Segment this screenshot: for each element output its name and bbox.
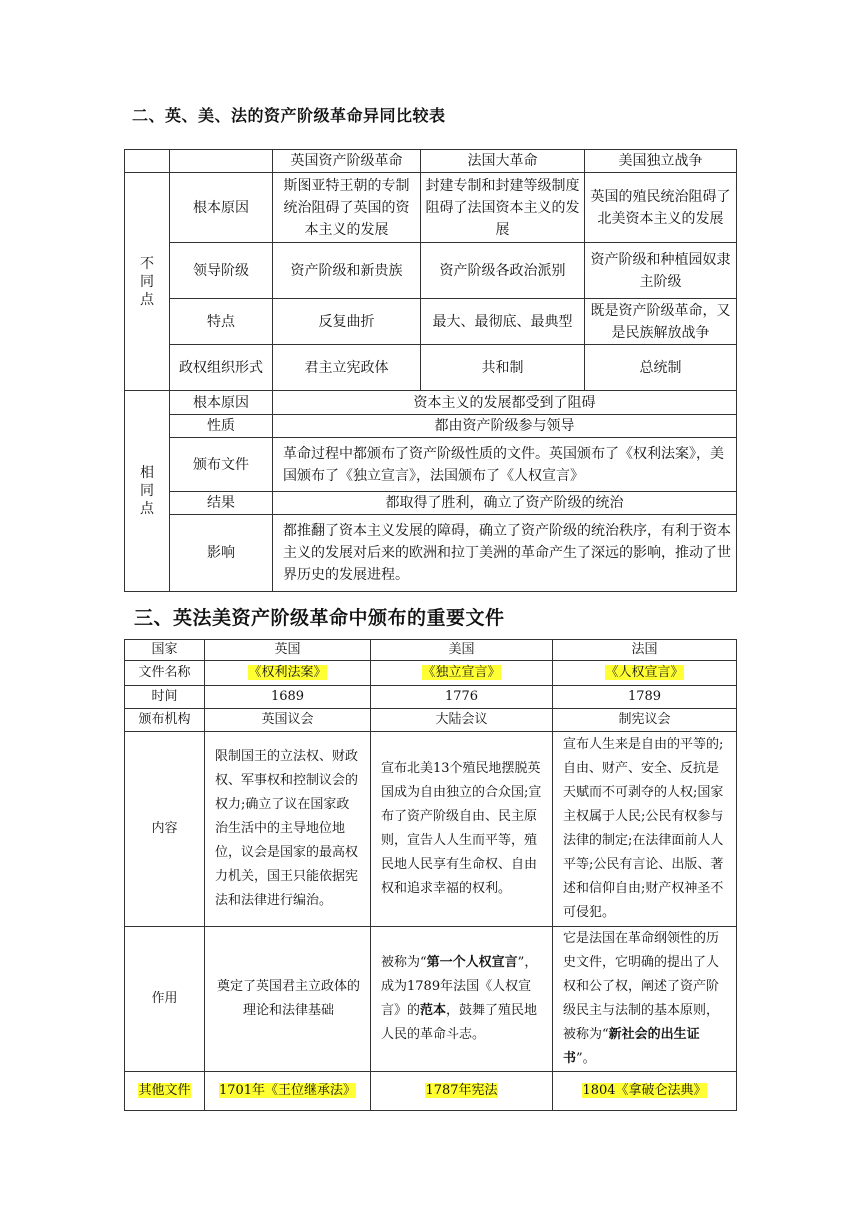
table-row <box>125 438 737 492</box>
table-cell: 奠定了英国君主立政体的理论和法律基础 <box>205 927 371 1072</box>
header-cell: 美国独立战争 <box>585 150 737 173</box>
row-label: 内容 <box>125 732 205 927</box>
table-cell: 被称为“第一个人权宣言”，成为1789年法国《人权宣言》的范本，鼓舞了殖民地人民的革命斗志。 <box>371 927 553 1072</box>
table-header-row <box>125 150 737 173</box>
row-label: 根本原因 <box>170 391 273 415</box>
table-cell: 资本主义的发展都受到了阻碍 <box>273 391 737 415</box>
header-cell <box>170 150 273 173</box>
table-row <box>125 415 737 438</box>
table-cell: 都推翻了资本主义发展的障碍，确立了资产阶级的统治秩序，有利于资本主义的发展对后来的欧洲和拉丁美洲的革命产生了深远的影响，推动了世界历史的发展进程。 <box>273 515 737 592</box>
table-cell: 资产阶级和种植园奴隶主阶级 <box>585 243 737 299</box>
table-cell: 英国议会 <box>205 709 371 732</box>
table-cell: 限制国王的立法权、财政权、军事权和控制议会的权力;确立了议在国家政治生活中的主导地位地位，议会是国家的最高权力机关，国王只能依据宪法和法律进行编治。 <box>205 732 371 927</box>
row-label: 结果 <box>170 492 273 515</box>
table-cell: 1804《拿破仑法典》 <box>553 1072 737 1111</box>
table-cell: 都取得了胜利，确立了资产阶级的统治 <box>273 492 737 515</box>
row-label: 政权组织形式 <box>170 345 273 391</box>
section-title-documents: 三、英法美资产阶级革命中颁布的重要文件 <box>134 607 505 629</box>
header-cell: 法国大革命 <box>421 150 585 173</box>
table-cell: 既是资产阶级革命，又是民族解放战争 <box>585 299 737 345</box>
table-cell: 1787年宪法 <box>371 1072 553 1111</box>
header-cell: 国家 <box>125 640 205 661</box>
row-label: 影响 <box>170 515 273 592</box>
row-label: 领导阶级 <box>170 243 273 299</box>
table-row <box>125 686 737 709</box>
table-row <box>125 1072 737 1111</box>
header-cell: 英国资产阶级革命 <box>273 150 421 173</box>
table-header-row <box>125 640 737 661</box>
row-label: 特点 <box>170 299 273 345</box>
table-row <box>125 927 737 1072</box>
row-label: 时间 <box>125 686 205 709</box>
header-cell: 英国 <box>205 640 371 661</box>
table-row <box>125 243 737 299</box>
table-cell: 1701年《王位继承法》 <box>205 1072 371 1111</box>
table-cell: 君主立宪政体 <box>273 345 421 391</box>
table-cell: 封建专制和封建等级制度阻碍了法国资本主义的发展 <box>421 173 585 243</box>
table-cell: 共和制 <box>421 345 585 391</box>
table-cell: 制宪议会 <box>553 709 737 732</box>
row-label: 文件名称 <box>125 661 205 686</box>
table-row <box>125 661 737 686</box>
section-title-comparison: 二、英、美、法的资产阶级革命异同比较表 <box>132 106 446 125</box>
header-cell <box>125 150 170 173</box>
table-row <box>125 391 737 415</box>
row-label: 颁布机构 <box>125 709 205 732</box>
table-row <box>125 732 737 927</box>
table-row <box>125 299 737 345</box>
table-cell <box>205 661 371 686</box>
table-cell: 资产阶级和新贵族 <box>273 243 421 299</box>
group-label-similarities: 相 同 点 <box>125 391 170 592</box>
table-cell: 大陆会议 <box>371 709 553 732</box>
table-cell: 1789 <box>553 686 737 709</box>
table-cell <box>371 661 553 686</box>
doc-name-us: 《独立宣言》 <box>422 665 501 680</box>
row-label: 根本原因 <box>170 173 273 243</box>
doc-name-fr: 《人权宣言》 <box>605 665 684 680</box>
row-label: 性质 <box>170 415 273 438</box>
table-cell <box>553 661 737 686</box>
table-cell: 革命过程中都颁布了资产阶级性质的文件。英国颁布了《权利法案》，美国颁布了《独立宣言》，法国颁布了《人权宣言》 <box>273 438 737 492</box>
table-cell: 资产阶级各政治派别 <box>421 243 585 299</box>
table-row <box>125 515 737 592</box>
table-cell: 它是法国在革命纲领性的历史文件，它明确的提出了人权和公了权，阐述了资产阶级民主与法制的基本原则，被称为“新社会的出生证书”。 <box>553 927 737 1072</box>
header-cell: 美国 <box>371 640 553 661</box>
table-cell: 都由资产阶级参与领导 <box>273 415 737 438</box>
table-row <box>125 173 737 243</box>
table-cell: 宣布人生来是自由的平等的;自由、财产、安全、反抗是天赋而不可剥夺的人权;国家主权属于人民;公民有权参与法律的制定;在法律面前人人平等;公民有言论、出版、著述和信仰自由;财产权神圣不可侵犯。 <box>553 732 737 927</box>
table-cell: 宣布北美13个殖民地摆脱英国成为自由独立的合众国;宣布了资产阶级自由、民主原则，宣告人人生而平等，殖民地人民享有生命权、自由权和追求幸福的权利。 <box>371 732 553 927</box>
doc-name-uk: 《权利法案》 <box>248 665 327 680</box>
table-cell: 斯图亚特王朝的专制统治阻碍了英国的资本主义的发展 <box>273 173 421 243</box>
table-cell: 反复曲折 <box>273 299 421 345</box>
table-cell: 总统制 <box>585 345 737 391</box>
table-row <box>125 709 737 732</box>
table-cell: 最大、最彻底、最典型 <box>421 299 585 345</box>
header-cell: 法国 <box>553 640 737 661</box>
group-label-differences: 不 同 点 <box>125 173 170 391</box>
row-label: 颁布文件 <box>170 438 273 492</box>
table-row <box>125 492 737 515</box>
row-label: 作用 <box>125 927 205 1072</box>
table-cell: 1776 <box>371 686 553 709</box>
table-row <box>125 345 737 391</box>
documents-table <box>124 639 737 1111</box>
comparison-table <box>124 149 737 592</box>
row-label: 其他文件 <box>125 1072 205 1111</box>
table-cell: 1689 <box>205 686 371 709</box>
table-cell: 英国的殖民统治阻碍了北美资本主义的发展 <box>585 173 737 243</box>
